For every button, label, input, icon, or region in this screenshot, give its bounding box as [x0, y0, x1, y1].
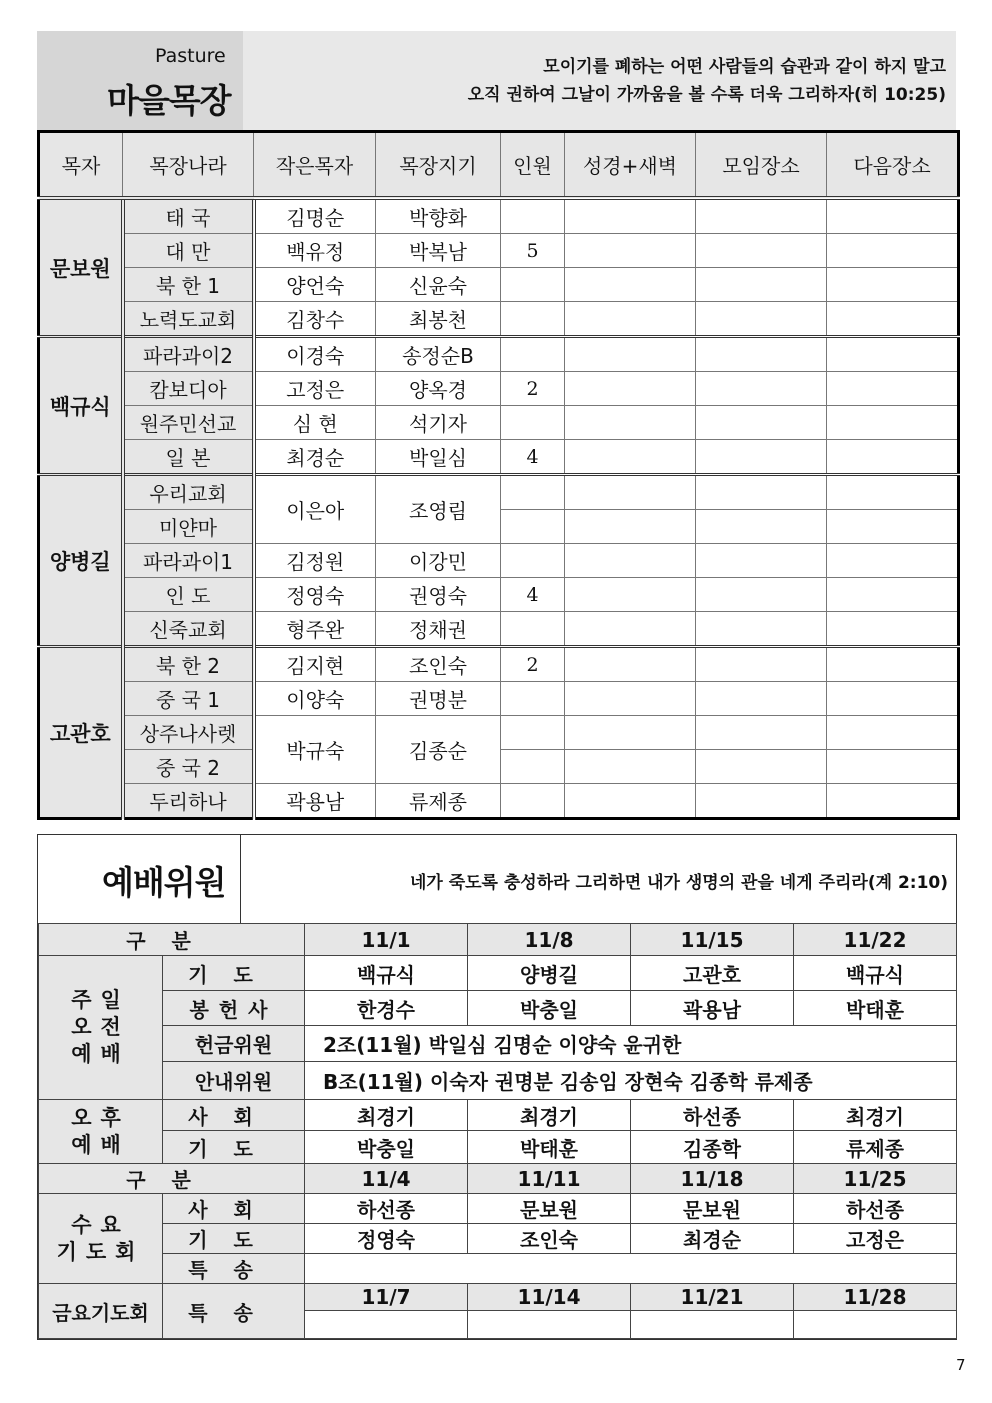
role-label: 봉헌사: [163, 991, 305, 1026]
place-cell: [696, 544, 827, 578]
role-label: 사회: [163, 1100, 305, 1131]
nara-cell: 미얀마: [123, 510, 254, 544]
table-row: [39, 1194, 957, 1224]
count-cell: [501, 406, 565, 440]
gubun-label: 구분: [39, 924, 305, 956]
table-row: [39, 1062, 957, 1100]
leader-cell: 고관호: [39, 647, 123, 819]
count-cell: [501, 612, 565, 647]
keeper-cell: 송정순B: [376, 337, 501, 372]
nara-cell: 상주나사렛: [123, 716, 254, 750]
table-row: [39, 234, 959, 268]
role-label: 안내위원: [163, 1062, 305, 1100]
place-cell: [696, 750, 827, 784]
pasture-title-en: Pasture: [155, 45, 226, 67]
bible-cell: [565, 198, 696, 234]
col-header-keeper: 목장지기: [376, 132, 501, 199]
small-leader-cell: 박규숙: [254, 716, 376, 784]
name-cell: [631, 1311, 794, 1339]
col-header-leader: 목자: [39, 132, 123, 199]
name-cell: 고정은: [794, 1224, 957, 1254]
nara-cell: 파라과이2: [123, 337, 254, 372]
count-cell: 5: [501, 234, 565, 268]
name-cell: 박충일: [305, 1131, 468, 1164]
table-row: [39, 440, 959, 475]
bible-cell: [565, 682, 696, 716]
col-header-place: 모임장소: [696, 132, 827, 199]
col-header-next-place: 다음장소: [827, 132, 959, 199]
small-leader-cell: 이경숙: [254, 337, 376, 372]
special-song-cell: [305, 1254, 957, 1284]
worship-title-box: [38, 835, 241, 923]
worship-title: 예배위원: [102, 863, 226, 902]
count-cell: 4: [501, 578, 565, 612]
bible-cell: [565, 544, 696, 578]
nara-cell: 원주민선교: [123, 406, 254, 440]
name-cell: 조인숙: [468, 1224, 631, 1254]
keeper-cell: 박일심: [376, 440, 501, 475]
verse-line-2: 오직 권하여 그날이 가까움을 볼 수록 더욱 그리하자(히 10:25): [467, 85, 946, 105]
place-cell: [696, 406, 827, 440]
table-row: [39, 1026, 957, 1062]
count-cell: [501, 750, 565, 784]
date-cell: 11/25: [794, 1164, 957, 1194]
next-place-cell: [827, 578, 959, 612]
bible-cell: [565, 647, 696, 682]
bible-cell: [565, 578, 696, 612]
next-place-cell: [827, 716, 959, 750]
place-cell: [696, 234, 827, 268]
place-cell: [696, 475, 827, 510]
next-place-cell: [827, 268, 959, 302]
name-cell: 문보원: [468, 1194, 631, 1224]
next-place-cell: [827, 234, 959, 268]
place-cell: [696, 716, 827, 750]
table-row: [39, 268, 959, 302]
role-label: 기도: [163, 956, 305, 991]
page-number: 7: [956, 1356, 966, 1374]
table-row: [39, 1284, 957, 1311]
bible-cell: [565, 716, 696, 750]
small-leader-cell: 김명순: [254, 198, 376, 234]
table-row: [39, 647, 959, 682]
place-cell: [696, 682, 827, 716]
leader-cell: 백규식: [39, 337, 123, 475]
nara-cell: 우리교회: [123, 475, 254, 510]
wednesday-dates-row: [39, 1164, 957, 1194]
place-cell: [696, 302, 827, 337]
money-committee-cell: 2조(11월) 박일심 김명순 이양숙 윤귀한: [305, 1026, 957, 1062]
pasture-header-row: [39, 132, 959, 199]
place-cell: [696, 440, 827, 475]
table-row: [39, 716, 959, 750]
count-cell: [501, 337, 565, 372]
table-row: [39, 784, 959, 819]
small-leader-cell: 이은아: [254, 475, 376, 544]
table-row: [39, 1254, 957, 1284]
nara-cell: 일 본: [123, 440, 254, 475]
nara-cell: 북 한 1: [123, 268, 254, 302]
keeper-cell: 양옥경: [376, 372, 501, 406]
table-row: [39, 372, 959, 406]
name-cell: 류제종: [794, 1131, 957, 1164]
worship-committee-section: [37, 834, 957, 1340]
next-place-cell: [827, 784, 959, 819]
keeper-cell: 권명분: [376, 682, 501, 716]
date-cell: 11/8: [468, 924, 631, 956]
small-leader-cell: 김정원: [254, 544, 376, 578]
date-cell: 11/11: [468, 1164, 631, 1194]
count-cell: [501, 302, 565, 337]
name-cell: 양병길: [468, 956, 631, 991]
table-row: [39, 1100, 957, 1131]
small-leader-cell: 고정은: [254, 372, 376, 406]
pasture-verse: [468, 53, 946, 109]
name-cell: 고관호: [631, 956, 794, 991]
bible-cell: [565, 337, 696, 372]
bible-cell: [565, 510, 696, 544]
count-cell: [501, 268, 565, 302]
count-cell: [501, 784, 565, 819]
date-cell: 11/14: [468, 1284, 631, 1311]
date-cell: 11/18: [631, 1164, 794, 1194]
col-header-nara: 목장나라: [123, 132, 254, 199]
name-cell: 한경수: [305, 991, 468, 1026]
name-cell: 곽용남: [631, 991, 794, 1026]
next-place-cell: [827, 510, 959, 544]
name-cell: [468, 1311, 631, 1339]
count-cell: 2: [501, 647, 565, 682]
sunday-dates-row: [39, 924, 957, 956]
pasture-title-box: [37, 31, 243, 130]
place-cell: [696, 510, 827, 544]
bible-cell: [565, 612, 696, 647]
name-cell: 문보원: [631, 1194, 794, 1224]
name-cell: 하선종: [305, 1194, 468, 1224]
count-cell: 2: [501, 372, 565, 406]
table-row: [39, 612, 959, 647]
keeper-cell: 박복남: [376, 234, 501, 268]
next-place-cell: [827, 337, 959, 372]
bible-cell: [565, 406, 696, 440]
keeper-cell: 석기자: [376, 406, 501, 440]
table-row: [39, 475, 959, 510]
keeper-cell: 류제종: [376, 784, 501, 819]
name-cell: 하선종: [794, 1194, 957, 1224]
keeper-cell: 신윤숙: [376, 268, 501, 302]
small-leader-cell: 정영숙: [254, 578, 376, 612]
next-place-cell: [827, 302, 959, 337]
keeper-cell: 권영숙: [376, 578, 501, 612]
worship-verse: 네가 죽도록 충성하라 그리하면 내가 생명의 관을 네게 주리라(계 2:10): [409, 873, 948, 893]
nara-cell: 노력도교회: [123, 302, 254, 337]
table-row: [39, 544, 959, 578]
role-label: 특송: [163, 1254, 305, 1284]
name-cell: [305, 1311, 468, 1339]
keeper-cell: 조영림: [376, 475, 501, 544]
keeper-cell: 박향화: [376, 198, 501, 234]
table-row: [39, 682, 959, 716]
nara-cell: 두리하나: [123, 784, 254, 819]
role-label: 헌금위원: [163, 1026, 305, 1062]
next-place-cell: [827, 406, 959, 440]
sunday-pm-label: 오후 예배: [39, 1100, 163, 1164]
next-place-cell: [827, 612, 959, 647]
count-cell: [501, 544, 565, 578]
table-row: [39, 198, 959, 234]
date-cell: 11/28: [794, 1284, 957, 1311]
role-label: 사회: [163, 1194, 305, 1224]
small-leader-cell: 백유정: [254, 234, 376, 268]
small-leader-cell: 심 현: [254, 406, 376, 440]
name-cell: 최경순: [631, 1224, 794, 1254]
name-cell: 박태훈: [468, 1131, 631, 1164]
name-cell: 김종학: [631, 1131, 794, 1164]
next-place-cell: [827, 544, 959, 578]
pasture-table: [37, 130, 960, 820]
keeper-cell: 김종순: [376, 716, 501, 784]
nara-cell: 인 도: [123, 578, 254, 612]
small-leader-cell: 최경순: [254, 440, 376, 475]
place-cell: [696, 612, 827, 647]
small-leader-cell: 이양숙: [254, 682, 376, 716]
table-row: [39, 302, 959, 337]
sunday-am-label: 주일 오전 예배: [39, 956, 163, 1100]
next-place-cell: [827, 372, 959, 406]
bible-cell: [565, 440, 696, 475]
next-place-cell: [827, 440, 959, 475]
name-cell: 박태훈: [794, 991, 957, 1026]
table-row: [39, 1131, 957, 1164]
date-cell: 11/7: [305, 1284, 468, 1311]
worship-table: [38, 923, 957, 1339]
role-label: 기도: [163, 1131, 305, 1164]
friday-label: 금요기도회: [39, 1284, 163, 1339]
nara-cell: 신죽교회: [123, 612, 254, 647]
name-cell: 백규식: [305, 956, 468, 991]
nara-cell: 파라과이1: [123, 544, 254, 578]
nara-cell: 중 국 1: [123, 682, 254, 716]
name-cell: [794, 1311, 957, 1339]
date-cell: 11/21: [631, 1284, 794, 1311]
keeper-cell: 정채권: [376, 612, 501, 647]
leader-cell: 문보원: [39, 198, 123, 337]
bible-cell: [565, 372, 696, 406]
bible-cell: [565, 234, 696, 268]
place-cell: [696, 337, 827, 372]
bible-cell: [565, 750, 696, 784]
nara-cell: 태 국: [123, 198, 254, 234]
verse-line-1: 모이기를 폐하는 어떤 사람들의 습관과 같이 하지 말고: [543, 57, 946, 77]
small-leader-cell: 양언숙: [254, 268, 376, 302]
date-cell: 11/4: [305, 1164, 468, 1194]
bible-cell: [565, 784, 696, 819]
keeper-cell: 이강민: [376, 544, 501, 578]
col-header-small-leader: 작은목자: [254, 132, 376, 199]
table-row: [39, 337, 959, 372]
bible-cell: [565, 475, 696, 510]
col-header-count: 인원: [501, 132, 565, 199]
count-cell: [501, 682, 565, 716]
count-cell: [501, 475, 565, 510]
date-cell: 11/22: [794, 924, 957, 956]
pasture-title-ko: 마을목장: [107, 81, 231, 120]
name-cell: 최경기: [305, 1100, 468, 1131]
next-place-cell: [827, 475, 959, 510]
small-leader-cell: 곽용남: [254, 784, 376, 819]
gubun-label: 구분: [39, 1164, 305, 1194]
place-cell: [696, 372, 827, 406]
col-header-bible: 성경+새벽: [565, 132, 696, 199]
next-place-cell: [827, 750, 959, 784]
name-cell: 정영숙: [305, 1224, 468, 1254]
place-cell: [696, 784, 827, 819]
small-leader-cell: 김지현: [254, 647, 376, 682]
small-leader-cell: 김창수: [254, 302, 376, 337]
count-cell: [501, 198, 565, 234]
nara-cell: 중 국 2: [123, 750, 254, 784]
role-label: 특송: [163, 1284, 305, 1339]
place-cell: [696, 578, 827, 612]
keeper-cell: 조인숙: [376, 647, 501, 682]
role-label: 기도: [163, 1224, 305, 1254]
name-cell: 하선종: [631, 1100, 794, 1131]
name-cell: 최경기: [468, 1100, 631, 1131]
place-cell: [696, 198, 827, 234]
usher-committee-cell: B조(11월) 이숙자 권명분 김송임 장현숙 김종학 류제종: [305, 1062, 957, 1100]
name-cell: 백규식: [794, 956, 957, 991]
small-leader-cell: 형주완: [254, 612, 376, 647]
leader-cell: 양병길: [39, 475, 123, 647]
next-place-cell: [827, 682, 959, 716]
table-row: [39, 578, 959, 612]
date-cell: 11/15: [631, 924, 794, 956]
next-place-cell: [827, 647, 959, 682]
next-place-cell: [827, 198, 959, 234]
name-cell: 최경기: [794, 1100, 957, 1131]
nara-cell: 대 만: [123, 234, 254, 268]
place-cell: [696, 647, 827, 682]
table-row: [39, 956, 957, 991]
bible-cell: [565, 268, 696, 302]
pasture-header: [37, 31, 956, 130]
place-cell: [696, 268, 827, 302]
count-cell: [501, 716, 565, 750]
worship-header: [38, 835, 956, 924]
count-cell: 4: [501, 440, 565, 475]
date-cell: 11/1: [305, 924, 468, 956]
table-row: [39, 1224, 957, 1254]
bible-cell: [565, 302, 696, 337]
name-cell: 박충일: [468, 991, 631, 1026]
keeper-cell: 최봉천: [376, 302, 501, 337]
count-cell: [501, 510, 565, 544]
wednesday-label: 수요 기도회: [39, 1194, 163, 1284]
table-row: [39, 406, 959, 440]
nara-cell: 캄보디아: [123, 372, 254, 406]
table-row: [39, 991, 957, 1026]
nara-cell: 북 한 2: [123, 647, 254, 682]
